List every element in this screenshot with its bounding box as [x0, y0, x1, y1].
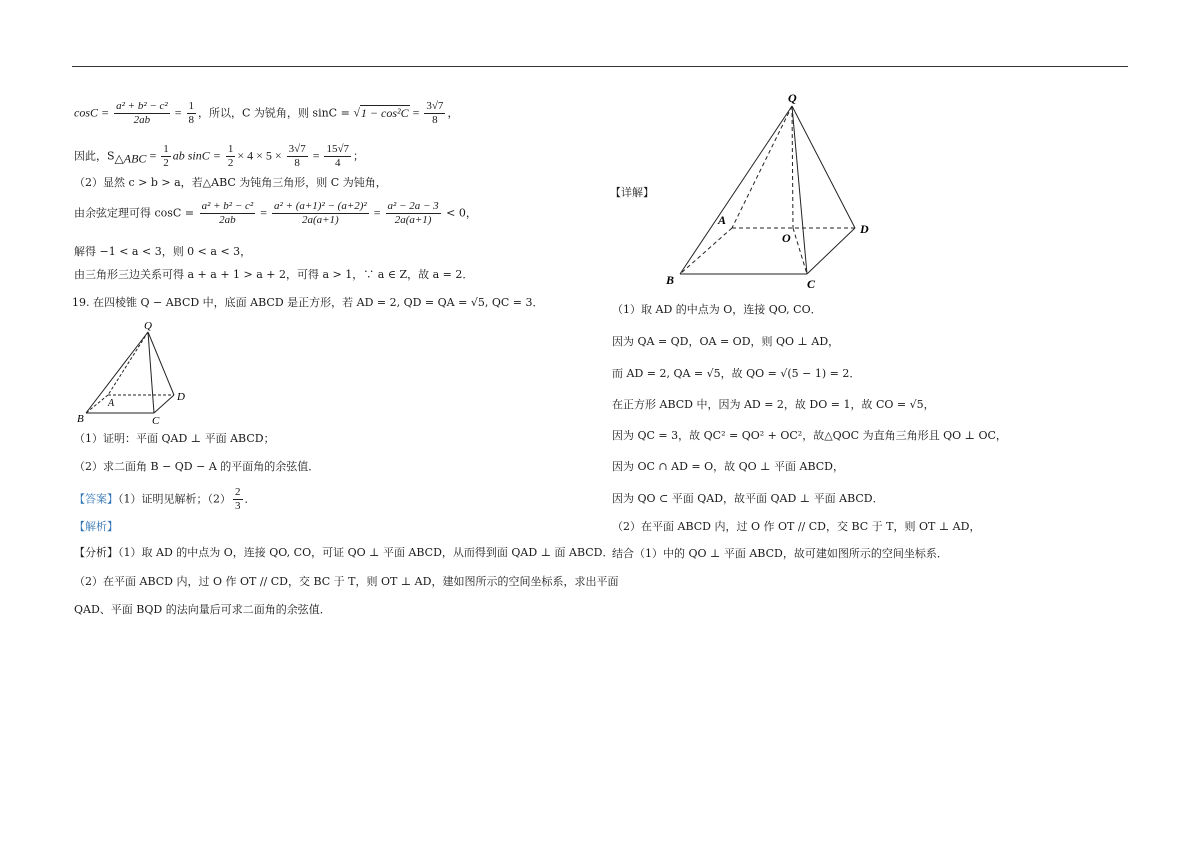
detail-line-4: 在正方形 ABCD 中，因为 AD = 2，故 DO = 1，故 CO = √5， [612, 398, 935, 411]
label-d: D [860, 222, 869, 236]
label-o: O [782, 231, 791, 245]
edge-qa [108, 332, 148, 395]
pyramid-figure-small [76, 318, 196, 428]
detail-line-5: 因为 QC = 3，故 QC² = QO² + OC²，故△QOC 为直角三角形且 QO ⊥ OC， [612, 429, 1007, 442]
label-d: D [177, 391, 185, 403]
label-c: C [152, 415, 160, 427]
label-q: Q [788, 91, 797, 105]
edge-cd [807, 228, 855, 274]
analysis-tag: 【分析】 [74, 546, 118, 559]
cos-c-line: cosC = $\frac{\text{a² + b² − c²}}{2ab}$ = $\frac{1}{8}$ ，所以，C 为锐角，则 sinC = √1 − cos²C = $\frac{3√7}{8}$ ， [74, 100, 459, 126]
answer-tag: 【答案】 [74, 492, 118, 506]
edge-ab [86, 395, 108, 413]
xiangjie-tag: 【详解】 [610, 186, 654, 199]
question-19: 19. 在四棱锥 Q − ABCD 中，底面 ABCD 是正方形，若 AD = 2, QD = QA = √5, QC = 3． [72, 296, 544, 309]
jiexi-tag: 【解析】 [74, 520, 118, 533]
right-column [612, 0, 1132, 849]
detail-line-9: 结合（1）中的 QO ⊥ 平面 ABCD，故可建如图所示的空间坐标系． [612, 547, 948, 560]
edge-qb [86, 332, 148, 413]
edge-qa [732, 106, 792, 228]
edge-cd [154, 395, 174, 413]
solve-line: 解得 −1 < a < 3，则 0 < a < 3， [74, 245, 252, 258]
pyramid-figure-large [662, 88, 892, 293]
area-line: 因此，$S_{\triangle ABC}$ = $\frac{1}{2}$ ab sinC = $\frac{1}{2}$ × 4 × 5 × $\frac{3√7}{8}$ = $\frac{15√7}{4}$ ； [74, 143, 365, 169]
analysis-line-1: 【分析】（1）取 AD 的中点为 O，连接 QO, CO，可证 QO ⊥ 平面 ABCD，从而得到面 QAD ⊥ 面 ABCD． [74, 546, 614, 559]
edge-qb [680, 106, 792, 274]
detail-line-8: （2）在平面 ABCD 内，过 O 作 OT // CD，交 BC 于 T，则 OT ⊥ AD， [612, 520, 981, 533]
label-b: B [666, 273, 675, 287]
detail-line-1: （1）取 AD 的中点为 O，连接 QO, CO． [612, 303, 822, 316]
detail-line-3: 而 AD = 2, QA = √5，故 QO = √(5 − 1) = 2． [612, 367, 861, 380]
detail-line-7: 因为 QO ⊂ 平面 QAD，故平面 QAD ⊥ 平面 ABCD． [612, 492, 884, 505]
sub-question-2: （2）求二面角 B − QD − A 的平面角的余弦值． [74, 460, 320, 473]
detail-line-6: 因为 OC ∩ AD = O，故 QO ⊥ 平面 ABCD， [612, 460, 844, 473]
obtuse-line: （2）显然 c > b > a，若△ABC 为钝角三角形，则 C 为钝角， [74, 176, 387, 189]
label-c: C [807, 277, 816, 291]
sub-question-1: （1）证明：平面 QAD ⊥ 平面 ABCD； [74, 432, 275, 445]
left-column [72, 0, 619, 849]
label-a: A [718, 213, 727, 227]
detail-line-2: 因为 QA = QD，OA = OD，则 QO ⊥ AD， [612, 335, 840, 348]
analysis-line-3: QAD、平面 BQD 的法向量后可求二面角的余弦值． [74, 603, 331, 616]
edge-qo [792, 106, 793, 228]
label-b: B [77, 413, 84, 425]
answer-line: 【答案】（1）证明见解析；（2） $\frac{2}{3}$ ． [74, 486, 256, 512]
label-a: A [108, 398, 115, 409]
triangle-relation-line: 由三角形三边关系可得 a + a + 1 > a + 2，可得 a > 1，∵ a ∈ Z，故 a = 2． [74, 268, 474, 281]
cosine-law-line: 由余弦定理可得 cosC = $\frac{\text{a² + b² − c²}}{2ab}$ = $\frac{\text{a² + (a+1)² − (a+2)²}}{2a(a+1)}$ = $\frac{\text{a² − 2a − 3}}{2a(a+1)}$ < 0， [74, 200, 477, 226]
analysis-line-2: （2）在平面 ABCD 内，过 O 作 OT // CD，交 BC 于 T，则 OT ⊥ AD，建如图所示的空间坐标系，求出平面 [74, 575, 619, 588]
label-q: Q [144, 320, 152, 332]
